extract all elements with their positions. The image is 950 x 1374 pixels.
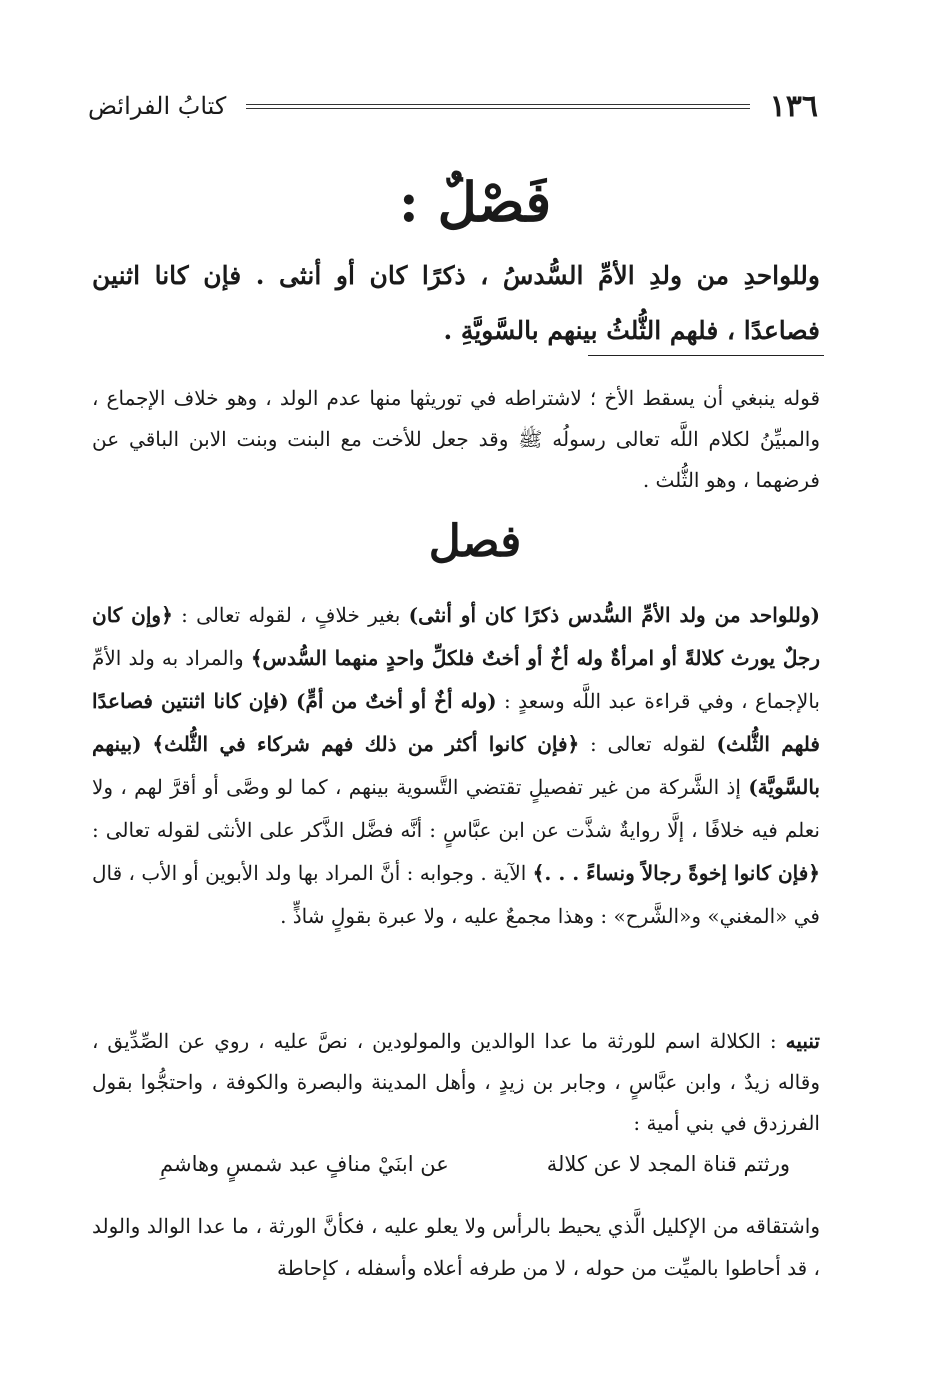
section-heading-fasl-2: فصل <box>428 516 522 567</box>
verse-first-hemistich: ورثتم قناة المجد لا عن كلالة <box>546 1152 790 1176</box>
section-heading-fasl: فَصْلٌ : <box>398 170 552 234</box>
book-title: كتابُ الفرائض <box>88 92 227 120</box>
commentary-segment: إذ الشَّركة من غير تفصيلٍ تقتضي التَّسوية بينهم ، كما لو وصَّى أو أقرَّ لهم ، ولا نعلم فيه خلافًا ، إلَّا روايةٌ شذَّت عن ابن عبَّاسٍ : أنَّه فضَّل الذَّكر على الأنثى لقوله تعالى : <box>92 775 820 842</box>
tanbih-label: تنبيه <box>785 1029 820 1053</box>
separator-rule <box>588 355 824 356</box>
header-rule <box>246 104 749 109</box>
poetry-verse <box>160 1152 790 1176</box>
commentary-segment: الآية . وجوابه : أنَّ المراد بها ولد الأبوين أو الأب ، قال في «المغني» و«الشَّرح» : وهذا مجمعٌ عليه ، ولا عبرة بقولٍ شاذٍّ . <box>92 861 820 928</box>
commentary-segment <box>142 732 153 756</box>
quoted-text-segment: (وله أخٌ أو أختٌ من أمٍّ) <box>295 689 497 713</box>
verse-second-hemistich: عن ابنَيْ منافٍ عبد شمسٍ وهاشمِ <box>160 1152 449 1176</box>
commentary-segment: بغير خلافٍ ، لقوله تعالى : <box>172 603 409 627</box>
quoted-text-segment: (وللواحد من ولد الأمِّ السُّدس ذكرًا كان أو أنثى) <box>408 603 820 627</box>
tanbih-paragraph <box>92 1021 820 1144</box>
quoted-text-segment: (فإن كانا اثنتين فصاعدًا فلهم الثُّلث) <box>92 689 820 756</box>
commentary-paragraph <box>92 594 820 938</box>
quoted-text-segment: ﴿فإن كانوا أكثر من ذلك فهم شركاء في الثُّلث﴾ <box>152 732 580 756</box>
quoted-text-segment: ﴿فإن كانوا إخوةً رجالاً ونساءً . . .﴾ <box>532 861 821 885</box>
commentary-segment: لقوله تعالى : <box>579 732 717 756</box>
commentary-segment <box>289 689 296 713</box>
quoted-text-segment: ﴿وإن كان رجلٌ يورث كلالةً أو امرأةٌ وله أخٌ أو أختٌ فلكلِّ واحدٍ منهما السُّدس﴾ <box>92 603 821 670</box>
note-paragraph: قوله ينبغي أن يسقط الأخ ؛ لاشتراطه في توريثها منها عدم الولد ، وهو خلاف الإجماع ، والمبيِّنُ لكلام اللَّه تعالى رسولُه ﷺ وقد جعل للأخت مع البنت وبنت الابن الباقي عن فرضهما ، وهو الثُّلث . <box>92 386 820 492</box>
page-number: ١٣٦ <box>769 88 818 124</box>
quoted-text-segment: (بينهم بالسَّويَّة) <box>92 732 820 799</box>
matn-paragraph: وللواحدِ من ولدِ الأمِّ السُّدسُ ، ذكرًا كان أو أنثى . فإن كانا اثنين فصاعدًا ، فلهم الثُّلثُ بينهم بالسَّويَّةِ . <box>92 261 820 345</box>
commentary-segment: والمراد به ولد الأمِّ بالإجماع ، وفي قراءة عبد اللَّه وسعدٍ : <box>92 646 820 713</box>
tanbih-text: : الكلالة اسم للورثة ما عدا الوالدين والمولودين ، نصَّ عليه ، روي عن الصِّدِّيق ، وقاله زيدٌ ، وابن عبَّاسٍ ، وجابر بن زيدٍ ، وأهل المدينة والبصرة والكوفة ، واحتجُّوا بقول الفرزدق في بني أمية : <box>92 1029 820 1135</box>
running-header <box>88 88 818 124</box>
closing-paragraph: واشتقاقه من الإكليل الَّذي يحيط بالرأس ولا يعلو عليه ، فكأنَّ الورثة ، ما عدا الوالد والولد ، قد أحاطوا بالميِّت من حوله ، لا من طرفه أعلاه وأسفله ، كإحاطة <box>92 1214 820 1280</box>
